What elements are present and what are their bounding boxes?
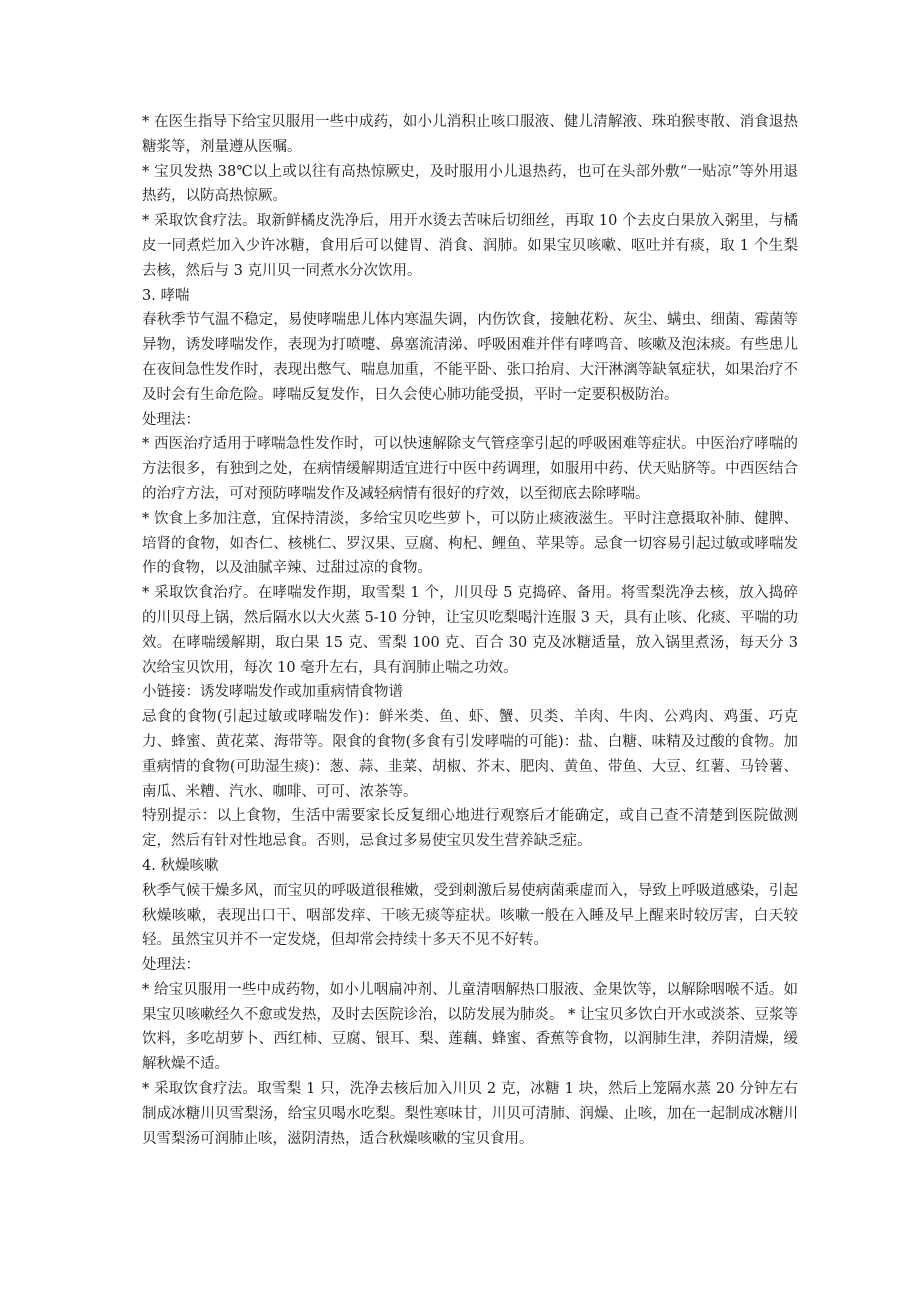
section-heading-autumn-cough: 4. 秋燥咳嗽	[142, 857, 219, 874]
paragraph-asthma-diet-care: * 饮食上多加注意，宜保持清淡，多给宝贝吃些萝卜，可以防止痰液滋生。平时注意摄取补肺、健脾、培肾的食物，如杏仁、核桃仁、罗汉果、豆腐、枸杞、鲤鱼、苹果等。忌食一切容易引起过敏或哮喘发作的食物，以及油腻辛辣、过甜过凉的食物。	[142, 510, 798, 577]
paragraph-fever: * 宝贝发热 38℃以上或以往有高热惊厥史，及时服用小儿退热药，也可在头部外敷“一贴凉”等外用退热药，以防高热惊厥。	[142, 163, 798, 205]
section-heading-asthma: 3. 哮喘	[142, 287, 190, 304]
paragraph-food-list: 忌食的食物(引起过敏或哮喘发作)：鲜米类、鱼、虾、蟹、贝类、羊肉、牛肉、公鸡肉、鸡蛋、巧克力、蜂蜜、黄花菜、海带等。限食的食物(多食有引发哮喘的可能)：盐、白糖、味精及过酸的食物。加重病情的食物(可助湿生痰)：葱、蒜、韭菜、胡椒、芥末、肥肉、黄鱼、带鱼、大豆、红薯、马铃薯、南瓜、米糟、汽水、咖啡、可可、浓茶等。	[142, 709, 798, 800]
paragraph-asthma-medical: * 西医治疗适用于哮喘急性发作时，可以快速解除支气管痉挛引起的呼吸困难等症状。中医治疗哮喘的方法很多，有独到之处，在病情缓解期适宜进行中医中药调理，如服用中药、伏天贴脐等。中西医结合的治疗方法，可对预防哮喘发作及减轻病情有很好的疗效，以至彻底去除哮喘。	[142, 436, 798, 502]
document-body	[142, 110, 798, 1151]
subheading-food-link: 小链接：诱发哮喘发作或加重病情食物谱	[142, 684, 403, 701]
paragraph-cough-diet-therapy: * 采取饮食疗法。取雪梨 1 只，洗净去核后加入川贝 2 克，冰糖 1 块，然后上笼隔水蒸 20 分钟左右制成冰糖川贝雪梨汤，给宝贝喝水吃梨。梨性寒味甘，川贝可清肺、润燥、止咳，加在一起制成冰糖川贝雪梨汤可润肺止咳，滋阴清热，适合秋燥咳嗽的宝贝食用。	[142, 1081, 798, 1147]
paragraph-asthma-intro: 春秋季节气温不稳定，易使哮喘患儿体内寒温失调，内伤饮食，接触花粉、灰尘、螨虫、细菌、霉菌等异物，诱发哮喘发作，表现为打喷嚏、鼻塞流清涕、呼吸困难并伴有哮鸣音、咳嗽及泡沫痰。有些患儿在夜间急性发作时，表现出憋气、喘息加重，不能平卧、张口抬肩、大汗淋漓等缺氧症状，如果治疗不及时会有生命危险。哮喘反复发作，日久会使心肺功能受损，平时一定要积极防治。	[142, 312, 798, 403]
paragraph-special-tip: 特别提示：以上食物，生活中需要家长反复细心地进行观察后才能确定，或自己查不清楚到医院做测定，然后有针对性地忌食。否则，忌食过多易使宝贝发生营养缺乏症。	[142, 808, 798, 850]
paragraph-cough-medicine: * 给宝贝服用一些中成药物，如小儿咽扁冲剂、儿童清咽解热口服液、金果饮等，以解除咽喉不适。如果宝贝咳嗽经久不愈或发热，及时去医院诊治，以防发展为肺炎。 * 让宝贝多饮白开水或淡茶、豆浆等饮料，多吃胡萝卜、西红柿、豆腐、银耳、梨、莲藕、蜂蜜、香蕉等食物，以润肺生津，养阴清燥，缓解秋燥不适。	[142, 981, 798, 1073]
paragraph-cough-intro: 秋季气候干燥多风，而宝贝的呼吸道很稚嫩，受到刺激后易使病菌乘虚而入，导致上呼吸道感染，引起秋燥咳嗽，表现出口干、咽部发痒、干咳无痰等症状。咳嗽一般在入睡及早上醒来时较厉害，白天较轻。虽然宝贝并不一定发烧，但却常会持续十多天不见不好转。	[142, 882, 798, 949]
paragraph-herbal-medicine: * 在医生指导下给宝贝服用一些中成药，如小儿消积止咳口服液、健儿清解液、珠珀猴枣散、消食退热糖浆等，剂量遵从医嘱。	[142, 114, 798, 155]
subheading-treatment-2: 处理法：	[142, 957, 200, 974]
paragraph-diet-therapy: * 采取饮食疗法。取新鲜橘皮洗净后，用开水烫去苦味后切细丝，再取 10 个去皮白果放入粥里，与橘皮一同煮烂加入少许冰糖，食用后可以健胃、消食、润肺。如果宝贝咳嗽、呕吐并有痰，取 1 个生梨去核，然后与 3 克川贝一同煮水分次饮用。	[142, 213, 798, 279]
subheading-treatment: 处理法：	[142, 411, 200, 428]
paragraph-asthma-diet-therapy: * 采取饮食治疗。在哮喘发作期，取雪梨 1 个，川贝母 5 克捣碎、备用。将雪梨洗净去核，放入捣碎的川贝母上锅，然后隔水以大火蒸 5-10 分钟，让宝贝吃梨喝汁连服 3 天，具有止咳、化痰、平喘的功效。在哮喘缓解期，取白果 15 克、雪梨 100 克、百合 30 克及冰糖适量，放入锅里煮汤，每天分 3 次给宝贝饮用，每次 10 毫升左右，具有润肺止喘之功效。	[142, 585, 798, 676]
